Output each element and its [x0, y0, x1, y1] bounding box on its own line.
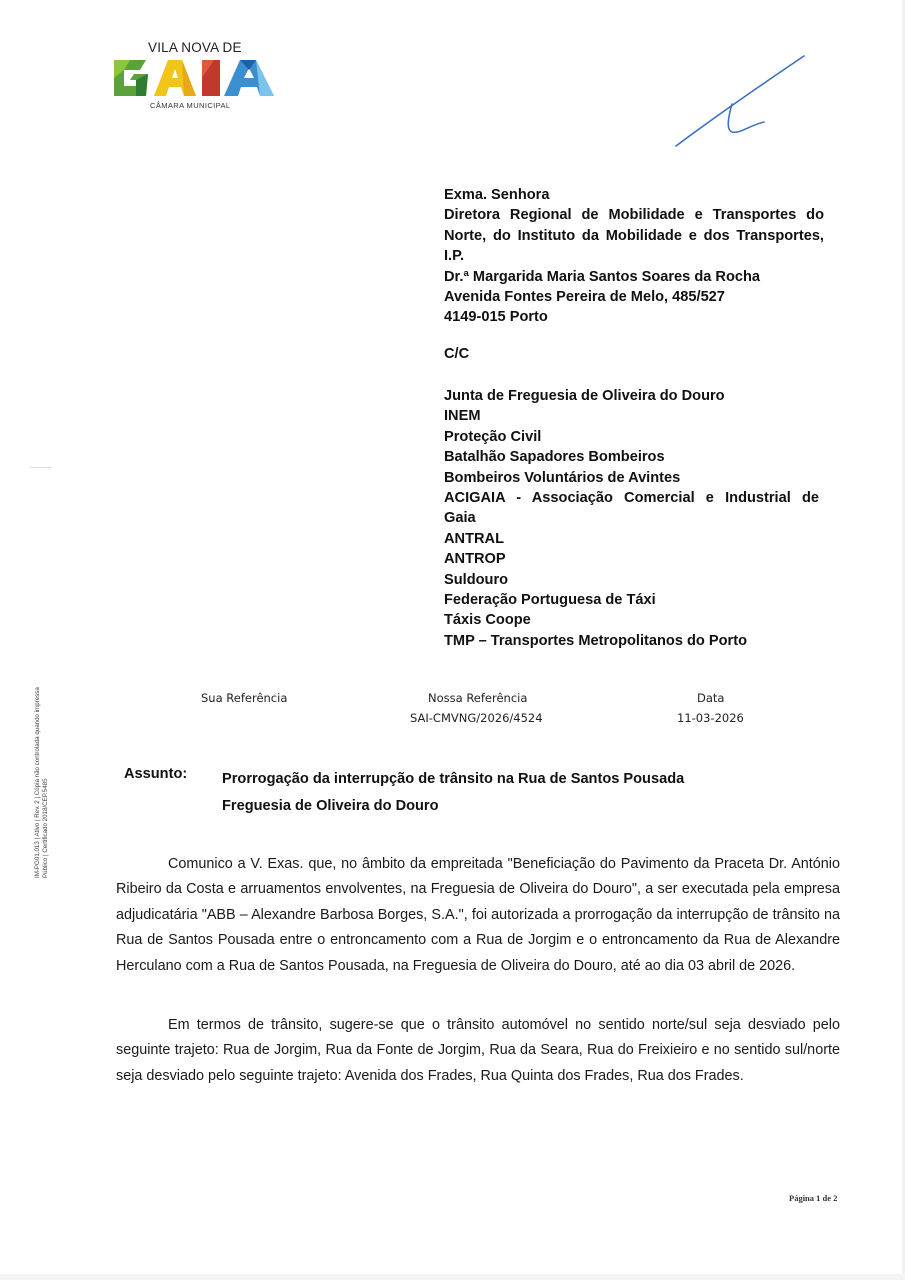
- scan-mark: [30, 467, 52, 468]
- cc-item: ANTRAL: [444, 530, 504, 547]
- subject-line-2: Freguesia de Oliveira do Douro: [222, 798, 439, 814]
- cc-item: INEM: [444, 408, 481, 425]
- page-number: Página 1 de 2: [789, 1193, 838, 1203]
- cc-item: Suldouro: [444, 571, 509, 588]
- recipient-postal-code: 4149-015 Porto: [444, 309, 548, 326]
- recipient-name: Dr.ª Margarida Maria Santos Soares da Rocha: [444, 268, 761, 285]
- cc-item: Federação Portuguesa de Táxi: [444, 592, 656, 609]
- municipal-logo: [110, 38, 280, 118]
- subject-label: Assunto:: [124, 766, 188, 782]
- cc-item: ANTROP: [444, 551, 506, 568]
- body-paragraph-1-text: Comunico a V. Exas. que, no âmbito da empreitada "Beneficiação do Pavimento da Praceta Dr. António Ribeiro da Costa e arruamentos envolventes, na Freguesia de Oliveira do Douro", a ser executada pela empresa adjudicatária "ABB – Alexandre Barbosa Borges, S.A.", foi autorizada a prorrogação da interrupção de trânsito na Rua de Santos Pousada entre o entroncamento com a Rua de Jorgim e o entroncamento da Rua de Alexandre Herculano com a Rua de Santos Pousada, na Freguesia de Oliveira do Douro, até ao dia 03 abril de 2026.: [116, 856, 840, 974]
- cc-item: Gaia: [444, 510, 476, 527]
- subject-text: [222, 766, 742, 820]
- recipient-address: Avenida Fontes Pereira de Melo, 485/527: [444, 289, 725, 306]
- recipient-salutation: Exma. Senhora: [444, 187, 550, 203]
- cc-item: TMP – Transportes Metropolitanos do Porto: [444, 632, 747, 649]
- logo-bottom-text: CÂMARA MUNICIPAL: [150, 101, 231, 110]
- cc-label: C/C: [444, 346, 470, 362]
- body-paragraph-1: [116, 852, 840, 979]
- recipient-title: Diretora Regional de Mobilidade e Transportes do Norte, do Instituto da Mobilidade e dos Transportes, I.P.: [444, 207, 824, 265]
- logo-top-text: VILA NOVA DE: [148, 40, 242, 55]
- handwritten-signature-icon: [668, 52, 813, 152]
- body-paragraph-2-text: Em termos de trânsito, sugere-se que o trânsito automóvel no sentido norte/sul seja desviado pelo seguinte trajeto: Rua de Jorgim, Rua da Fonte de Jorgim, Rua da Seara, Rua do Freixieiro e no sentido sul/norte seja desviado pelo seguinte trajeto: Avenida dos Frades, Rua Quinta dos Frades, Rua dos Frades.: [116, 1017, 840, 1084]
- document-control-notice: [34, 687, 50, 878]
- subject-line-1: Prorrogação da interrupção de trânsito na Rua de Santos Pousada: [222, 771, 685, 787]
- sua-referencia-label: Sua Referência: [201, 691, 288, 705]
- cc-item: Batalhão Sapadores Bombeiros: [444, 449, 665, 466]
- cc-item: Táxis Coope: [444, 612, 531, 629]
- cc-item: Bombeiros Voluntários de Avintes: [444, 469, 681, 486]
- date-value: 11-03-2026: [677, 711, 744, 725]
- cc-list: [444, 386, 819, 651]
- scan-edge-bottom: [0, 1274, 905, 1280]
- recipient-block: [444, 185, 824, 328]
- gaia-wordmark-icon: [110, 56, 280, 100]
- cc-item: Proteção Civil: [444, 428, 542, 445]
- date-label: Data: [697, 691, 725, 705]
- nossa-referencia-value: SAI-CMVNG/2026/4524: [410, 711, 543, 725]
- cc-item: ACIGAIA - Associação Comercial e Industrial de: [444, 490, 819, 507]
- cc-item: Junta de Freguesia de Oliveira do Douro: [444, 388, 725, 404]
- control-notice-line-2: Público | Certificado 2018/CEP.5485: [42, 778, 49, 878]
- control-notice-line-1: IM-PG01.013 | Ativo | Rev. 2 | Cópia não controlada quando impressa: [34, 687, 41, 878]
- body-paragraph-2: [116, 1013, 840, 1089]
- nossa-referencia-label: Nossa Referência: [428, 691, 528, 705]
